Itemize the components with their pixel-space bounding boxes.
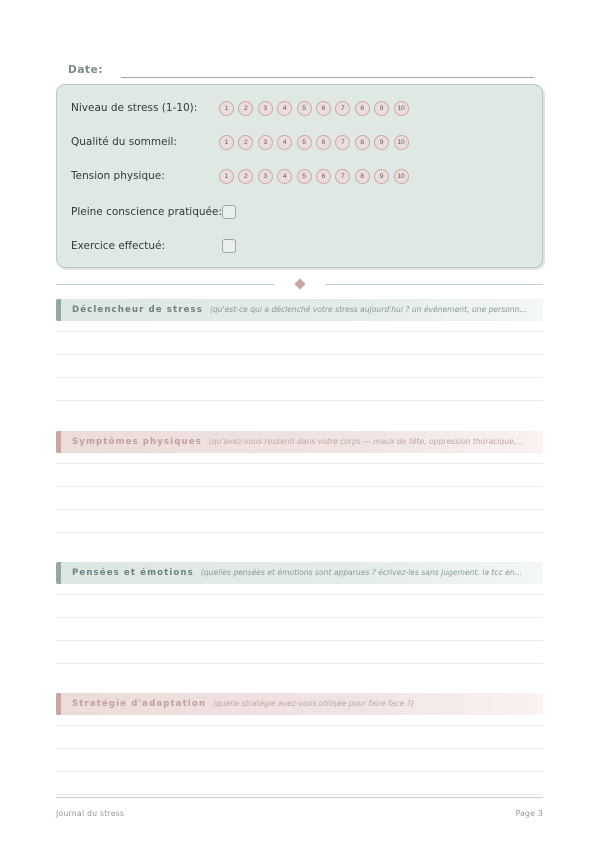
rating-option-8[interactable]: 8 [355, 101, 370, 116]
rating-option-3[interactable]: 3 [258, 135, 273, 150]
writing-line[interactable] [56, 400, 543, 401]
rating-option-3[interactable]: 3 [258, 169, 273, 184]
prompt-section [56, 299, 543, 423]
writing-area[interactable] [56, 725, 543, 817]
rating-option-6[interactable]: 6 [316, 169, 331, 184]
writing-line[interactable] [56, 331, 543, 332]
rating-scale [219, 169, 409, 184]
rating-option-4[interactable]: 4 [277, 101, 292, 116]
footer-page-number: Page 3 [515, 808, 543, 818]
rating-option-8[interactable]: 8 [355, 135, 370, 150]
metric-row [71, 165, 532, 187]
metric-label: Exercice effectué: [71, 240, 166, 252]
section-header [56, 693, 543, 715]
rating-option-5[interactable]: 5 [297, 169, 312, 184]
rating-scale [219, 101, 409, 116]
writing-line[interactable] [56, 486, 543, 487]
rating-option-1[interactable]: 1 [219, 169, 234, 184]
writing-line[interactable] [56, 771, 543, 772]
diamond-ornament-icon [294, 278, 305, 289]
rating-option-2[interactable]: 2 [238, 169, 253, 184]
section-hint: (quelle stratégie avez-vous utilisée pour faire face ?) [213, 699, 414, 708]
checkbox-input[interactable] [222, 239, 236, 253]
section-header [56, 562, 543, 584]
section-hint: (qu'est-ce qui a déclenché votre stress aujourd'hui ? un événement, une personn… [209, 305, 528, 314]
footer-title: Journal du stress [56, 808, 125, 818]
page-footer [56, 806, 543, 820]
writing-line[interactable] [56, 794, 543, 795]
section-divider [56, 279, 543, 289]
metric-label: Pleine conscience pratiquée: [71, 206, 223, 218]
rating-option-10[interactable]: 10 [394, 101, 409, 116]
writing-line[interactable] [56, 640, 543, 641]
section-header [56, 431, 543, 453]
rating-option-5[interactable]: 5 [297, 135, 312, 150]
rating-option-1[interactable]: 1 [219, 135, 234, 150]
rating-option-3[interactable]: 3 [258, 101, 273, 116]
section-title: Stratégie d'adaptation [72, 699, 207, 709]
section-hint: (qu'avez-vous ressenti dans votre corps — maux de tête, oppression thoracique,… [208, 437, 524, 446]
metric-label: Tension physique: [71, 170, 165, 182]
rating-option-6[interactable]: 6 [316, 135, 331, 150]
section-accent-bar [56, 299, 61, 321]
writing-line[interactable] [56, 663, 543, 664]
rating-option-9[interactable]: 9 [374, 101, 389, 116]
rating-option-2[interactable]: 2 [238, 101, 253, 116]
prompt-section [56, 562, 543, 686]
rating-option-4[interactable]: 4 [277, 169, 292, 184]
prompt-section [56, 693, 543, 817]
section-accent-bar [56, 562, 61, 584]
writing-line[interactable] [56, 725, 543, 726]
rating-option-7[interactable]: 7 [335, 169, 350, 184]
writing-area[interactable] [56, 463, 543, 555]
rating-option-10[interactable]: 10 [394, 135, 409, 150]
section-accent-bar [56, 693, 61, 715]
writing-area[interactable] [56, 594, 543, 686]
metric-row [71, 97, 532, 119]
writing-line[interactable] [56, 509, 543, 510]
divider-line-left [56, 284, 274, 285]
metric-row [71, 235, 532, 257]
writing-line[interactable] [56, 748, 543, 749]
rating-option-2[interactable]: 2 [238, 135, 253, 150]
writing-line[interactable] [56, 594, 543, 595]
section-hint: (quelles pensées et émotions sont apparues ? écrivez-les sans jugement. la tcc en… [200, 568, 523, 577]
date-label: Date: [68, 64, 104, 76]
rating-scale [219, 135, 409, 150]
writing-line[interactable] [56, 532, 543, 533]
writing-line[interactable] [56, 354, 543, 355]
prompt-section [56, 431, 543, 555]
rating-option-9[interactable]: 9 [374, 135, 389, 150]
metric-row [71, 131, 532, 153]
section-title: Pensées et émotions [72, 568, 194, 578]
rating-option-6[interactable]: 6 [316, 101, 331, 116]
rating-option-5[interactable]: 5 [297, 101, 312, 116]
section-title: Déclencheur de stress [72, 305, 203, 315]
writing-line[interactable] [56, 463, 543, 464]
rating-option-7[interactable]: 7 [335, 101, 350, 116]
section-accent-bar [56, 431, 61, 453]
metric-label: Niveau de stress (1-10): [71, 102, 198, 114]
section-title: Symptômes physiques [72, 437, 202, 447]
checkbox-input[interactable] [222, 205, 236, 219]
metric-row [71, 201, 532, 223]
date-input-line[interactable] [121, 63, 534, 78]
rating-option-9[interactable]: 9 [374, 169, 389, 184]
rating-option-8[interactable]: 8 [355, 169, 370, 184]
writing-line[interactable] [56, 617, 543, 618]
section-header [56, 299, 543, 321]
metric-label: Qualité du sommeil: [71, 136, 177, 148]
rating-option-4[interactable]: 4 [277, 135, 292, 150]
daily-metrics-card [56, 84, 543, 268]
footer-rule [56, 797, 543, 798]
writing-line[interactable] [56, 377, 543, 378]
rating-option-7[interactable]: 7 [335, 135, 350, 150]
date-field-row [68, 58, 534, 78]
writing-area[interactable] [56, 331, 543, 423]
divider-line-right [325, 284, 543, 285]
rating-option-1[interactable]: 1 [219, 101, 234, 116]
rating-option-10[interactable]: 10 [394, 169, 409, 184]
